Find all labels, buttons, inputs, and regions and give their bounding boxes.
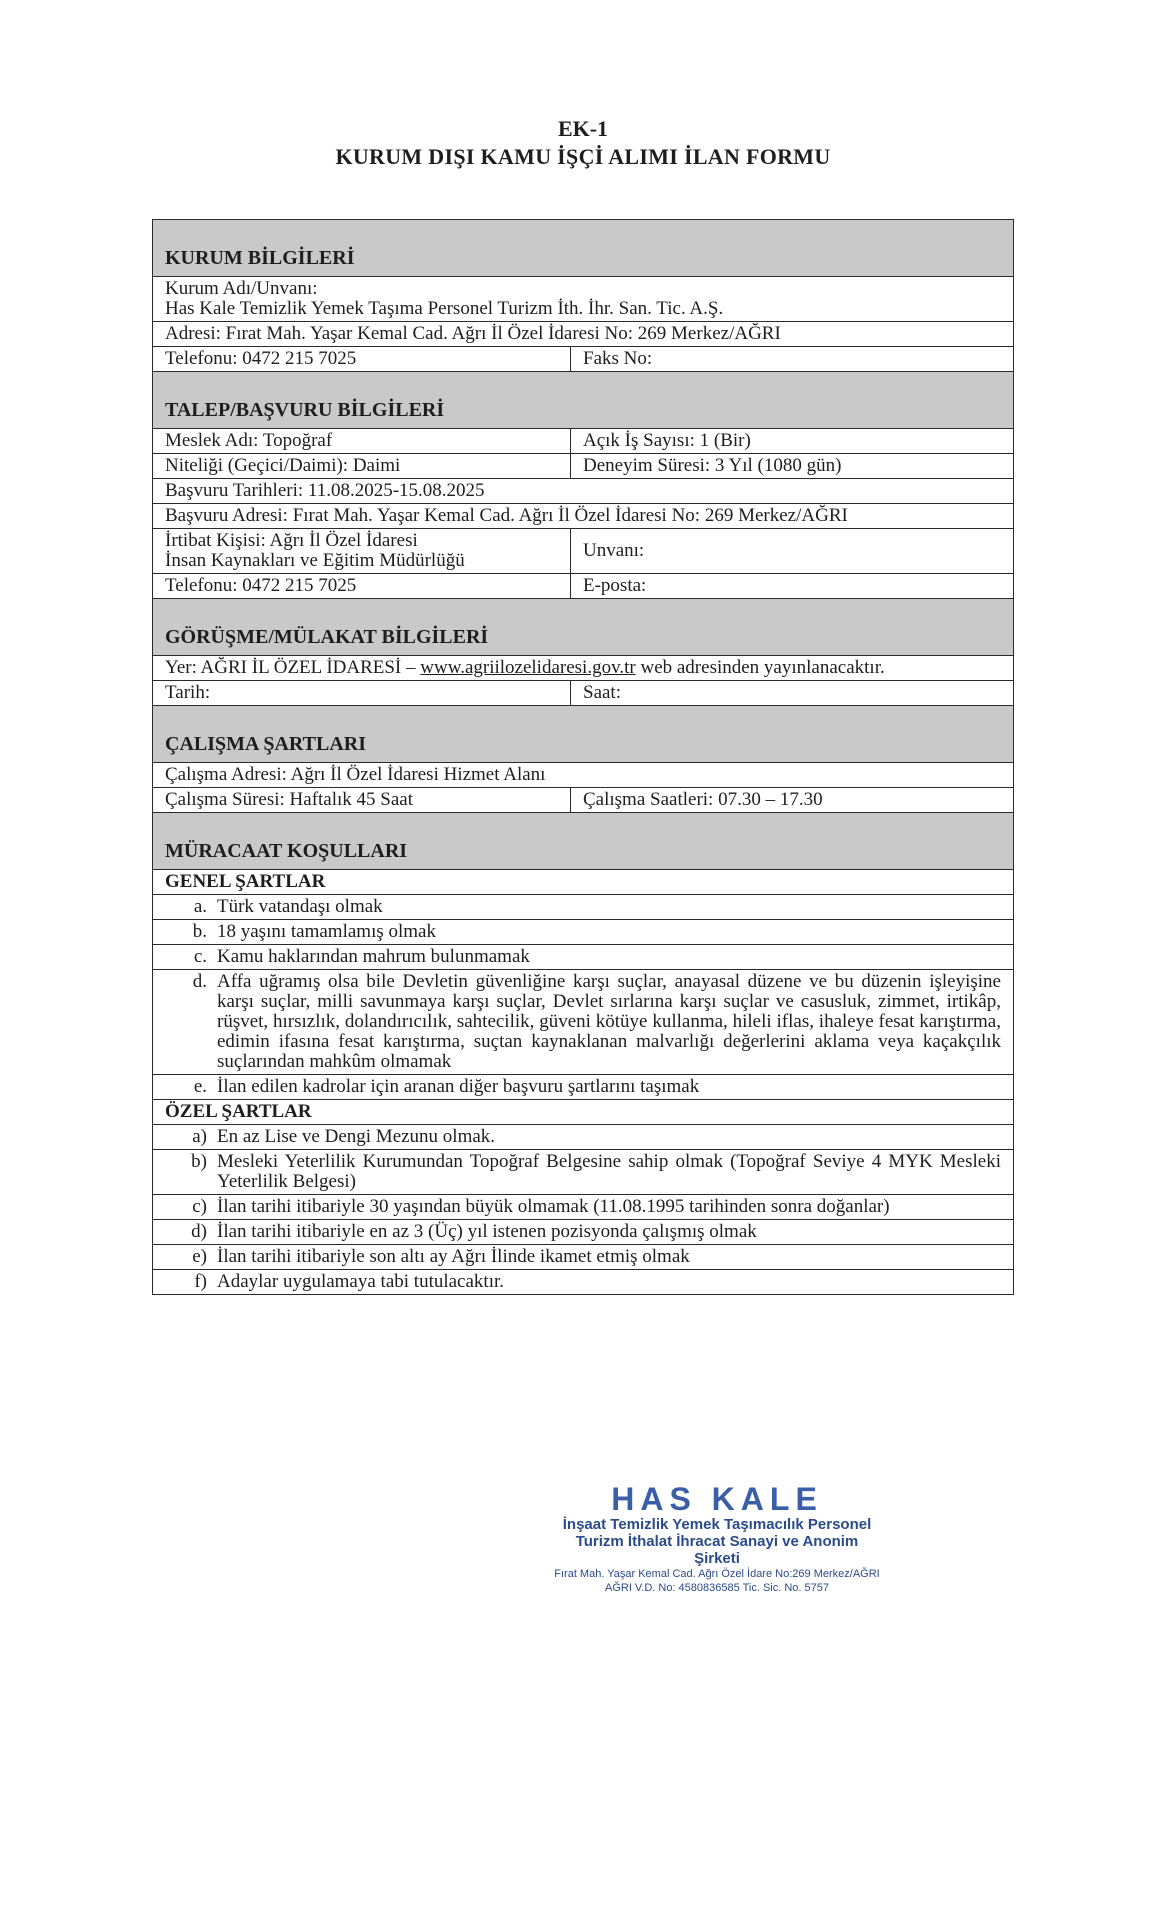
basvuru-tarihleri: Başvuru Tarihleri: 11.08.2025-15.08.2025 [165,480,485,501]
item-label: c) [192,1196,207,1217]
genel-sartlar-heading-row [153,870,1013,895]
item-text: 18 yaşını tamamlamış olmak [217,921,436,942]
list-item [153,1220,1013,1245]
section-kurum-bilgileri [153,220,1013,277]
calisma-suresi: Çalışma Süresi: Haftalık 45 Saat [153,788,571,812]
ozel-sartlar-heading-row [153,1100,1013,1125]
item-label: c. [193,946,207,967]
stamp-line-3: Fırat Mah. Yaşar Kemal Cad. Ağrı Özel İdare No:269 Merkez/AĞRI [554,1568,880,1580]
meslek-row [153,429,1013,454]
stamp-line-4: AĞRI V.D. No: 4580836585 Tic. Sic. No. 5757 [604,1582,829,1594]
item-label: b) [191,1151,207,1172]
gorusme-saat: Saat: [583,682,621,703]
section-heading: GÖRÜŞME/MÜLAKAT BİLGİLERİ [165,626,489,648]
section-heading: TALEP/BAŞVURU BİLGİLERİ [165,399,445,421]
item-text: En az Lise ve Dengi Mezunu olmak. [217,1126,496,1147]
list-item [153,1075,1013,1100]
company-logo: HAS KALE [611,1481,823,1517]
yer-row [153,656,1013,681]
section-muracaat-kosullari [153,813,1013,870]
section-heading: KURUM BİLGİLERİ [165,247,355,269]
item-text: Türk vatandaşı olmak [217,896,383,917]
kurum-telefon: Telefonu: 0472 215 7025 [153,347,571,371]
section-heading: MÜRACAAT KOŞULLARI [165,840,408,862]
irtibat-kisisi: İrtibat Kişisi: Ağrı İl Özel İdaresi [165,530,418,551]
item-text: İlan tarihi itibariyle son altı ay Ağrı İlinde ikamet etmiş olmak [217,1246,690,1267]
form-title: KURUM DIŞI KAMU İŞÇİ ALIMI İLAN FORMU [335,144,831,169]
talep-eposta: E-posta: [583,575,647,596]
stamp-line-1: İnşaat Temizlik Yemek Taşımacılık Personel [562,1516,872,1533]
calisma-saatleri: Çalışma Saatleri: 07.30 – 17.30 [583,789,823,810]
acik-is-sayisi: Açık İş Sayısı: 1 (Bir) [583,430,751,451]
tarih-saat-row [153,681,1013,706]
meslek-adi: Meslek Adı: Topoğraf [153,429,571,453]
irtibat-row [153,529,1013,574]
basvuru-tarih-row [153,479,1013,504]
announcement-form [152,219,1014,1295]
kurum-telefon-row [153,347,1013,372]
yer-suffix: web adresinden yayınlanacaktır. [635,657,885,678]
talep-telefon-row [153,574,1013,599]
list-item [153,895,1013,920]
list-item [153,970,1013,1075]
gorusme-tarih: Tarih: [153,681,571,705]
section-talep-basvuru [153,372,1013,429]
basvuru-adresi: Başvuru Adresi: Fırat Mah. Yaşar Kemal Cad. Ağrı İl Özel İdaresi No: 269 Merkez/AĞRI [165,505,848,526]
item-label: e) [192,1246,207,1267]
irtibat-birim: İnsan Kaynakları ve Eğitim Müdürlüğü [165,550,465,571]
section-heading: ÇALIŞMA ŞARTLARI [165,733,367,755]
item-text: İlan edilen kadrolar için aranan diğer başvuru şartlarını taşımak [217,1076,700,1097]
gorusme-yer [153,656,1013,680]
item-text: Adaylar uygulamaya tabi tutulacaktır. [217,1271,505,1292]
nitelik-row [153,454,1013,479]
company-stamp [552,1482,882,1594]
list-item [153,920,1013,945]
item-label: f) [194,1271,207,1292]
calisma-adresi: Çalışma Adresi: Ağrı İl Özel İdaresi Hizmet Alanı [165,764,546,785]
section-gorusme-mulakat [153,599,1013,656]
list-item [153,1270,1013,1294]
calisma-adres-row [153,763,1013,788]
item-label: d) [191,1221,207,1242]
list-item [153,1245,1013,1270]
list-item [153,1150,1013,1195]
website-link[interactable]: www.agriilozelidaresi.gov.tr [420,657,636,678]
basvuru-adres-row [153,504,1013,529]
list-item [153,1195,1013,1220]
item-text: İlan tarihi itibariyle 30 yaşından büyük olmamak (11.08.1995 tarihinden sonra doğanlar) [217,1196,890,1217]
list-item [153,1125,1013,1150]
item-label: d. [192,971,207,992]
kurum-adres: Adresi: Fırat Mah. Yaşar Kemal Cad. Ağrı İl Özel İdaresi No: 269 Merkez/AĞRI [165,323,781,344]
item-label: e. [193,1076,207,1097]
genel-sartlar-heading: GENEL ŞARTLAR [165,871,326,892]
item-text: Mesleki Yeterlilik Kurumundan Topoğraf Belgesine sahip olmak (Topoğraf Seviye 4 MYK Mesleki Yeterlilik Belgesi) [217,1151,1001,1192]
kurum-faks: Faks No: [583,348,653,369]
section-calisma-sartlari [153,706,1013,763]
item-text: Affa uğramış olsa bile Devletin güvenliğine karşı suçlar, anayasal düzene ve bu düzenin işleyişine karşı suçlar, milli savunmaya karşı suçlar, Devlet sırlarına karşı suçlar ve casusluk, zimmet, irtikâp, rüşvet, hırsızlık, dolandırıcılık, sahtecilik, güveni kötüye kullanma, hileli iflas, ihaleye fesat karıştırma, edimin ifasına fesat karıştırma, suçtan kaynaklanan malvarlığı değerlerini aklama veya kaçakçılık suçlarından mahkûm olmamak [217,971,1001,1072]
niteligi: Niteliği (Geçici/Daimi): Daimi [153,454,571,478]
kurum-ad-label: Kurum Adı/Unvanı: [165,278,318,299]
deneyim-suresi: Deneyim Süresi: 3 Yıl (1080 gün) [583,455,842,476]
item-label: b. [192,921,207,942]
kurum-adres-row [153,322,1013,347]
talep-telefon: Telefonu: 0472 215 7025 [153,574,571,598]
calisma-sure-row [153,788,1013,813]
kurum-ad-row [153,277,1013,322]
item-text: İlan tarihi itibariyle en az 3 (Üç) yıl istenen pozisyonda çalışmış olmak [217,1221,757,1242]
list-item [153,945,1013,970]
ozel-sartlar-heading: ÖZEL ŞARTLAR [165,1101,312,1122]
stamp-line-2: Turizm İthalat İhracat Sanayi ve Anonim Şirketi [575,1533,859,1567]
unvan: Unvanı: [583,540,645,561]
item-text: Kamu haklarından mahrum bulunmamak [217,946,530,967]
yer-prefix: Yer: AĞRI İL ÖZEL İDARESİ – [165,657,421,678]
item-label: a. [193,896,207,917]
form-code: EK-1 [557,116,609,141]
kurum-ad-value: Has Kale Temizlik Yemek Taşıma Personel Turizm İth. İhr. San. Tic. A.Ş. [165,298,724,319]
item-label: a) [192,1126,207,1147]
